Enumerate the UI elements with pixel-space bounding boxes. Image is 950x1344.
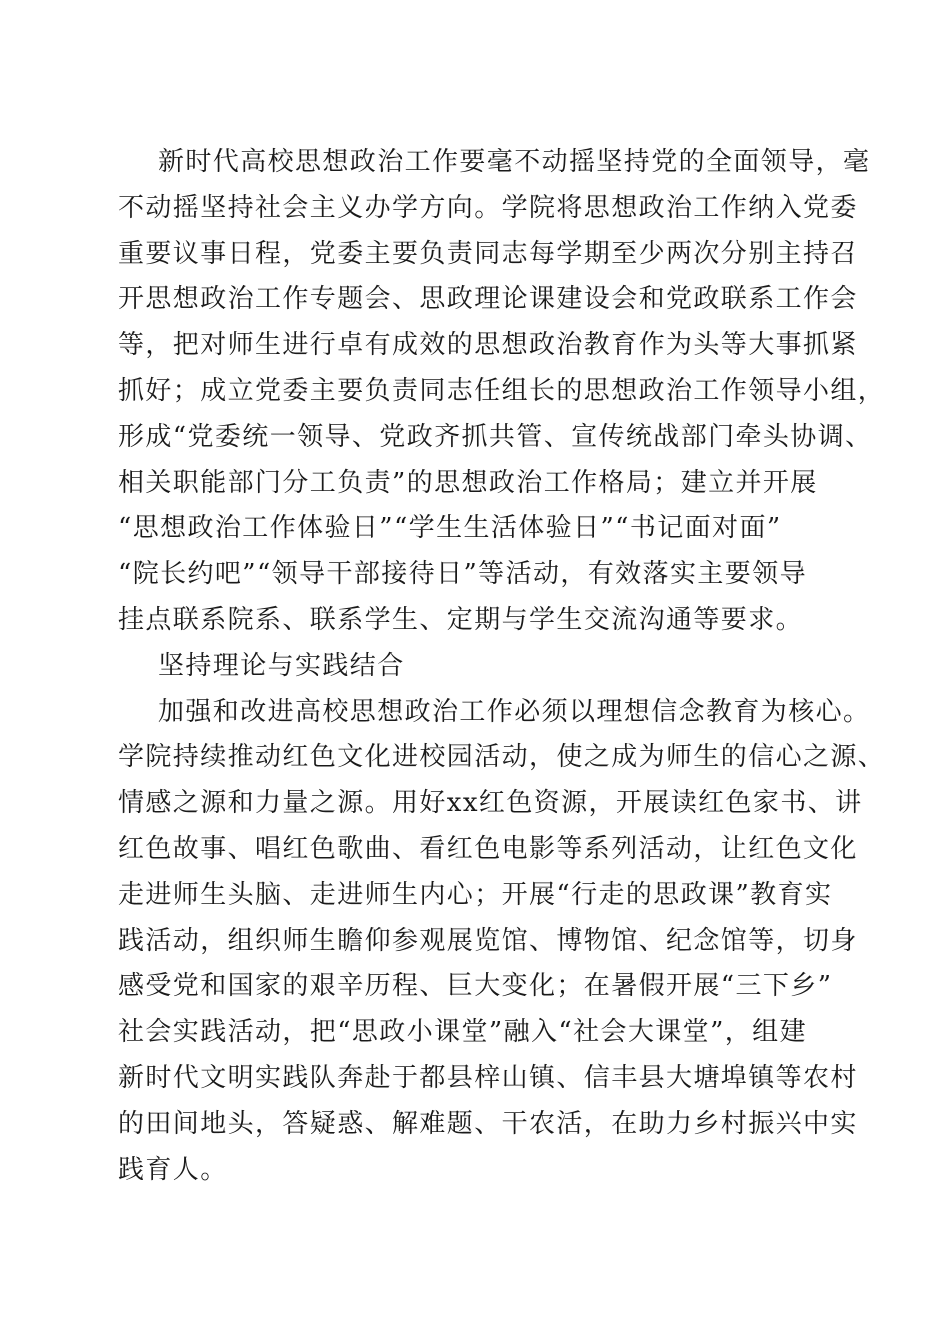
section-heading: 坚持理论与实践结合 — [158, 650, 405, 681]
text-line: “院长约吧”“领导干部接待日”等活动，有效落实主要领导 — [118, 559, 807, 590]
text-line: 挂点联系院系、联系学生、定期与学生交流沟通等要求。 — [118, 604, 804, 635]
text-line: “思想政治工作体验日”“学生生活体验日”“书记面对面” — [118, 513, 782, 544]
text-line: 情感之源和力量之源。用好xx红色资源，开展读红色家书、讲 — [118, 788, 863, 819]
text-line: 的田间地头，答疑惑、解难题、干农活，在助力乡村振兴中实 — [118, 1108, 858, 1139]
text-line: 走进师生头脑、走进师生内心；开展“行走的思政课”教育实 — [118, 879, 833, 910]
text-line: 践活动，组织师生瞻仰参观展览馆、博物馆、纪念馆等，切身 — [118, 925, 858, 956]
text-line: 学院持续推动红色文化进校园活动，使之成为师生的信心之源、 — [118, 742, 886, 773]
paragraph-leadership — [118, 140, 886, 644]
text-line: 开思想政治工作专题会、思政理论课建设会和党政联系工作会 — [118, 284, 858, 315]
text-line: 相关职能部门分工负责”的思想政治工作格局；建立并开展 — [118, 467, 818, 498]
text-line: 重要议事日程，党委主要负责同志每学期至少两次分别主持召 — [118, 238, 858, 269]
text-line: 新时代文明实践队奔赴于都县梓山镇、信丰县大塘埠镇等农村 — [118, 1062, 858, 1093]
text-line: 红色故事、唱红色歌曲、看红色电影等系列活动，让红色文化 — [118, 833, 858, 864]
text-line: 践育人。 — [118, 1154, 228, 1185]
paragraph-theory-practice — [118, 690, 886, 1194]
text-line: 等，把对师生进行卓有成效的思想政治教育作为头等大事抓紧 — [118, 330, 858, 361]
text-line: 社会实践活动，把“思政小课堂”融入“社会大课堂”，组建 — [118, 1017, 807, 1048]
text-line: 抓好；成立党委主要负责同志任组长的思想政治工作领导小组， — [118, 375, 886, 406]
text-line: 加强和改进高校思想政治工作必须以理想信念教育为核心。 — [158, 696, 871, 727]
text-line: 不动摇坚持社会主义办学方向。学院将思想政治工作纳入党委 — [118, 192, 858, 223]
text-line: 形成“党委统一领导、党政齐抓共管、宣传统战部门牵头协调、 — [118, 421, 873, 452]
text-line: 感受党和国家的艰辛历程、巨大变化；在暑假开展“三下乡” — [118, 971, 833, 1002]
document-body — [118, 140, 886, 1193]
text-line: 新时代高校思想政治工作要毫不动摇坚持党的全面领导，毫 — [158, 147, 871, 177]
